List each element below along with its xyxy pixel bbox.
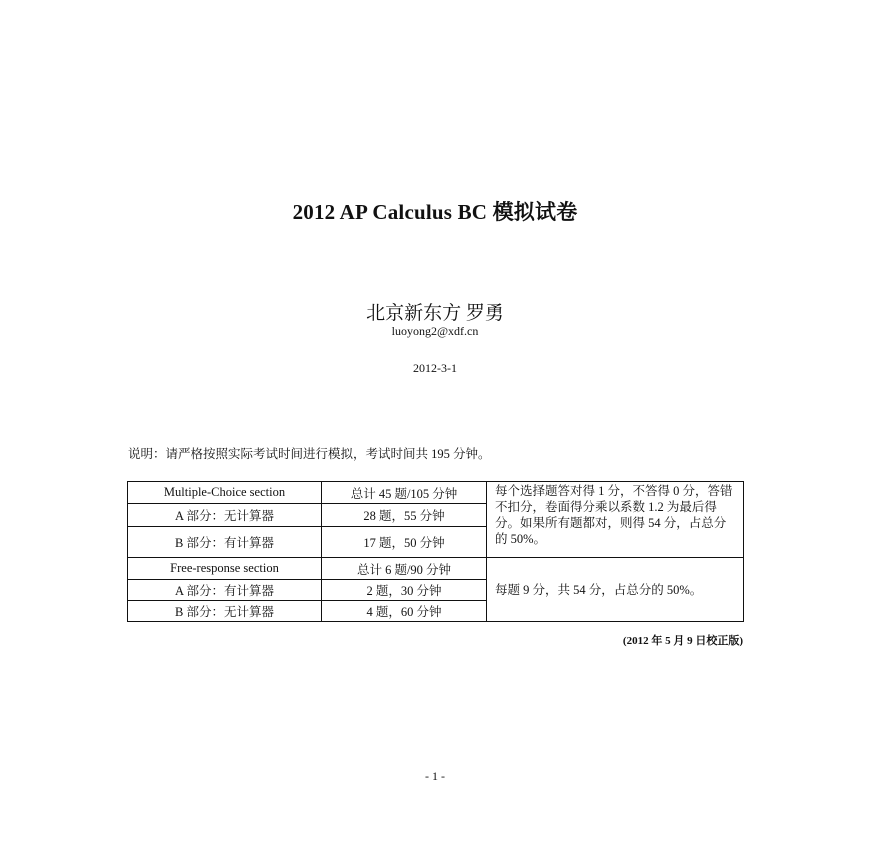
mc-part-b-name: B 部分：有计算器 xyxy=(128,527,322,558)
table-row xyxy=(128,482,744,504)
author-email: luoyong2@xdf.cn xyxy=(391,324,479,338)
mc-part-b-detail: 17 题，50 分钟 xyxy=(322,527,487,558)
page-number: - 1 - xyxy=(425,769,445,783)
mc-part-a-name: A 部分：无计算器 xyxy=(128,504,322,527)
mc-section-label: Multiple-Choice section xyxy=(128,482,322,504)
instructions-text: 说明：请严格按照实际考试时间进行模拟，考试时间共 195 分钟。 xyxy=(128,447,491,461)
revision-note: (2012 年 5 月 9 日校正版) xyxy=(622,635,743,647)
fr-section-label: Free-response section xyxy=(128,558,322,580)
table-row xyxy=(128,558,744,580)
fr-section-total: 总计 6 题/90 分钟 xyxy=(322,558,487,580)
fr-scoring-description: 每题 9 分，共 54 分，占总分的 50%。 xyxy=(487,558,744,622)
document-title: 2012 AP Calculus BC 模拟试卷 xyxy=(292,200,578,224)
mc-section-total: 总计 45 题/105 分钟 xyxy=(322,482,487,504)
fr-part-b-detail: 4 题，60 分钟 xyxy=(322,601,487,622)
fr-part-a-detail: 2 题，30 分钟 xyxy=(322,580,487,601)
exam-structure-table xyxy=(127,481,744,622)
author-name: 北京新东方 罗勇 xyxy=(366,303,504,324)
mc-scoring-description: 每个选择题答对得 1 分，不答得 0 分，答错不扣分，卷面得分乘以系数 1.2 为最后得分。如果所有题都对，则得 54 分，占总分的 50%。 xyxy=(487,482,744,558)
document-date: 2012-3-1 xyxy=(413,361,457,375)
fr-part-a-name: A 部分：有计算器 xyxy=(128,580,322,601)
mc-part-a-detail: 28 题，55 分钟 xyxy=(322,504,487,527)
fr-part-b-name: B 部分：无计算器 xyxy=(128,601,322,622)
